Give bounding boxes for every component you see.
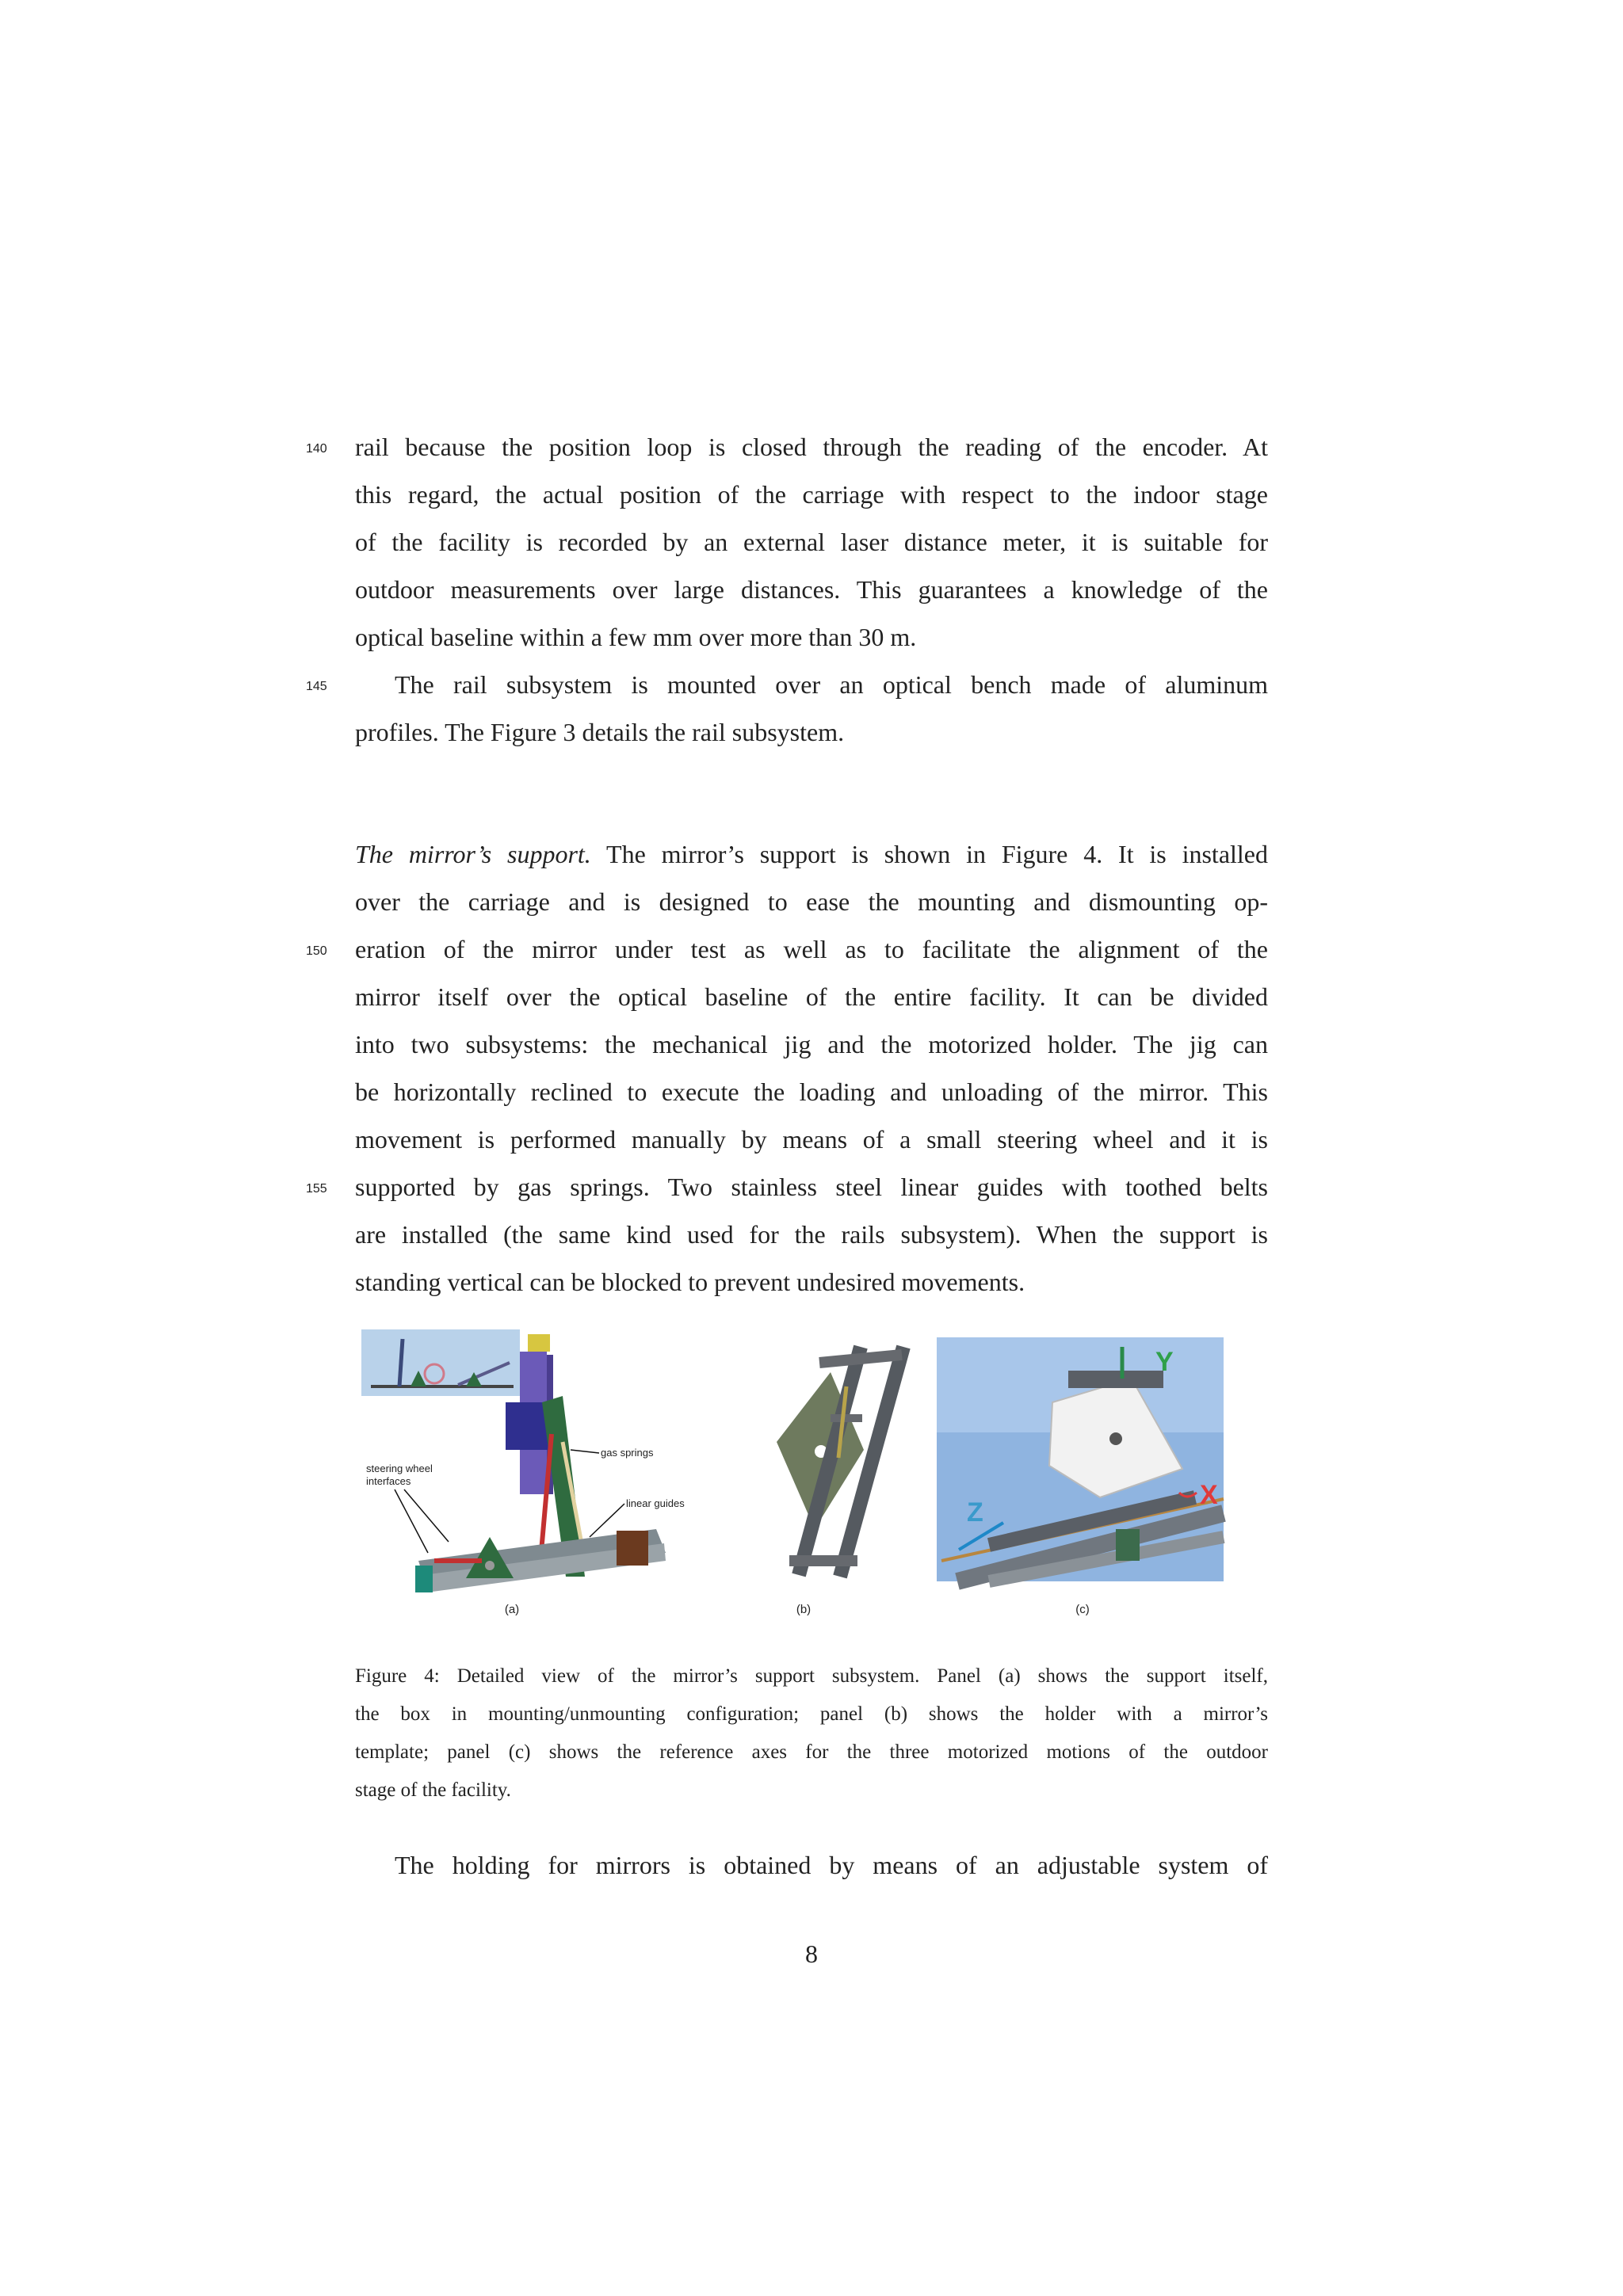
line-number: 150 [306,944,327,958]
figure-caption-line: stage of the facility. [355,1779,511,1801]
body-text-line: The rail subsystem is mounted over an optical bench made of aluminum [395,670,1268,699]
body-text-line: optical baseline within a few mm over more than 30 m. [355,623,917,651]
figure-caption-line: template; panel (c) shows the reference axes for the three motorized motions of the outdoor [355,1741,1268,1763]
axis-label-y: Y [1155,1347,1174,1377]
paragraph-heading: The mirror’s support. [355,840,591,868]
label-interfaces: interfaces [366,1475,411,1487]
axis-label-x: X [1200,1480,1218,1510]
figure-caption-line: the box in mounting/unmounting configuration; panel (b) shows the holder with a mirror’s [355,1703,1268,1725]
panel-b-holder-render [777,1347,903,1616]
body-text-line: be horizontally reclined to execute the loading and unloading of the mirror. This [355,1077,1268,1106]
body-text-line: into two subsystems: the mechanical jig and the motorized holder. The jig can [355,1030,1268,1058]
paragraph-heading-line [355,838,1268,870]
line-number: 140 [306,442,327,456]
body-text-line: supported by gas springs. Two stainless steel linear guides with toothed belts [355,1173,1268,1201]
line-number: 145 [306,680,327,693]
figure-4 [355,1323,1227,1624]
line-number: 155 [306,1182,327,1196]
page-number: 8 [805,1939,818,1968]
body-text-line: profiles. The Figure 3 details the rail subsystem. [355,718,845,746]
body-text-line: are installed (the same kind used for the rails subsystem). When the support is [355,1220,1268,1249]
body-text-line: over the carriage and is designed to ease the mounting and dismounting op- [355,887,1268,916]
panel-a-support-render [361,1329,685,1616]
top-bracket [528,1334,550,1352]
body-text-line: movement is performed manually by means of a small steering wheel and it is [355,1125,1268,1154]
body-text-line: of the facility is recorded by an external laser distance meter, it is suitable for [355,528,1268,556]
holder-plate [506,1402,548,1450]
label-linear-guides: linear guides [626,1497,685,1509]
figure-caption-line: Figure 4: Detailed view of the mirror’s support subsystem. Panel (a) shows the support itself, [355,1665,1268,1687]
panel-label-b: (b) [796,1603,812,1616]
axis-label-z: Z [967,1497,983,1527]
body-text-line: standing vertical can be blocked to prevent undesired movements. [355,1268,1025,1296]
label-steering-wheel: steering wheel [366,1463,433,1474]
panel-c-axes-render [937,1337,1224,1616]
label-gas-springs: gas springs [601,1447,654,1459]
body-text-line: eration of the mirror under test as well as to facilitate the alignment of the [355,935,1268,963]
body-text-line: The holding for mirrors is obtained by means of an adjustable system of [395,1851,1268,1879]
body-text-line: rail because the position loop is closed through the reading of the encoder. At [355,433,1268,461]
body-text-line: mirror itself over the optical baseline of the entire facility. It can be divided [355,982,1268,1011]
panel-label-c: (c) [1075,1603,1090,1616]
body-text-line: outdoor measurements over large distances. This guarantees a knowledge of the [355,575,1268,604]
body-text: The mirror’s support is shown in Figure 4. It is installed [606,840,1269,868]
panel-label-a: (a) [504,1603,520,1616]
body-text-line: this regard, the actual position of the carriage with respect to the indoor stage [355,480,1268,509]
